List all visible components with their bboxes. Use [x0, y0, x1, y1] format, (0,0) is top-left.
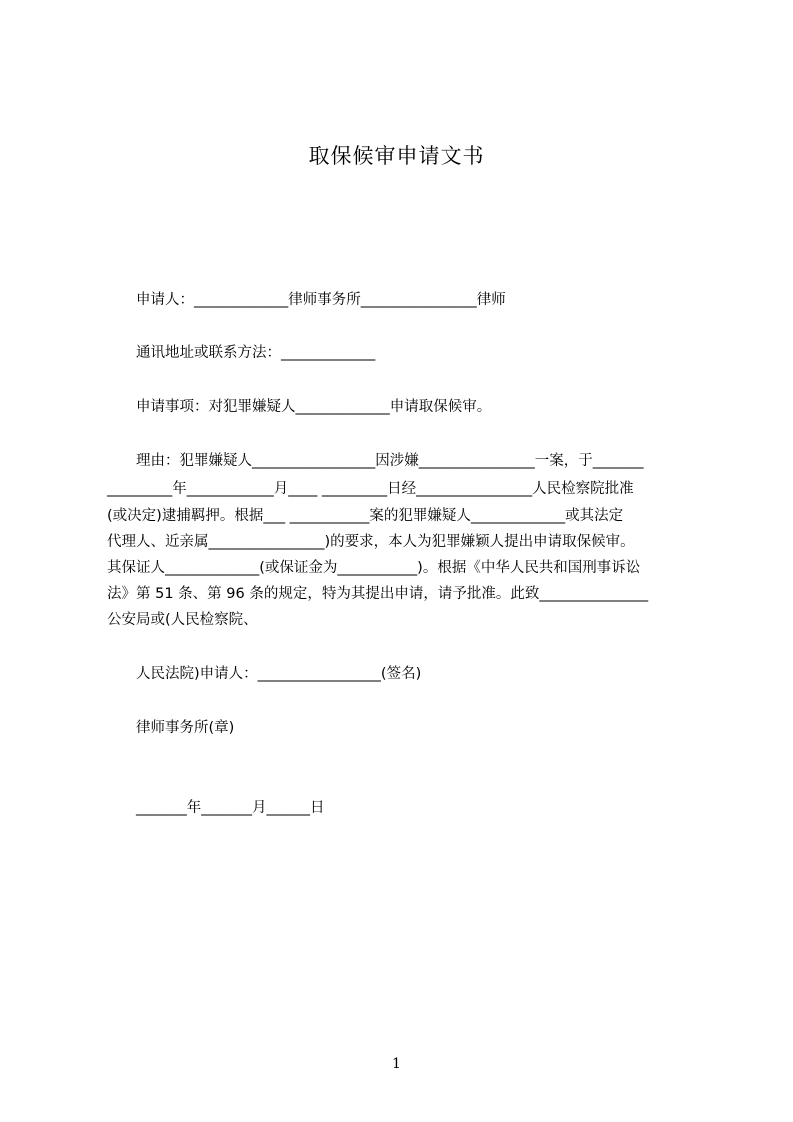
reason-line-5: 其保证人_____________(或保证金为___________)。根据《中华人民共和国刑事诉讼 — [107, 560, 641, 576]
reason-line-1: 理由：犯罪嫌疑人_________________因涉嫌________________一案，于_______ — [136, 453, 644, 469]
date-line: _______年_______月______日 — [136, 800, 325, 816]
contact-line: 通讯地址或联系方法：_____________ — [136, 345, 376, 361]
court-applicant-line: 人民法院)申请人：_________________(签名) — [136, 666, 422, 682]
reason-line-2: _________年____________月____ _________日经________________人民检察院批准 — [107, 481, 634, 497]
matter-line: 申请事项：对犯罪嫌疑人_____________申请取保候审。 — [136, 399, 492, 415]
reason-line-4: 代理人、近亲属________________)的要求，本人为犯罪嫌颖人提出申请取保候审。 — [107, 534, 635, 550]
reason-line-6: 法》第 51 条、第 96 条的规定，特为其提出申请，请予批准。此致_______________ — [107, 586, 649, 602]
page-number: 1 — [392, 1056, 401, 1072]
law-firm-seal-line: 律师事务所(章) — [136, 720, 235, 736]
applicant-line: 申请人：_____________律师事务所________________律师 — [136, 292, 506, 308]
reason-line-3: (或决定)逮捕羁押。根据___ ___________案的犯罪嫌疑人_____________或其法定 — [107, 508, 624, 524]
document-title: 取保候审申请文书 — [308, 144, 485, 168]
reason-line-7: 公安局或(人民检察院、 — [107, 612, 258, 628]
